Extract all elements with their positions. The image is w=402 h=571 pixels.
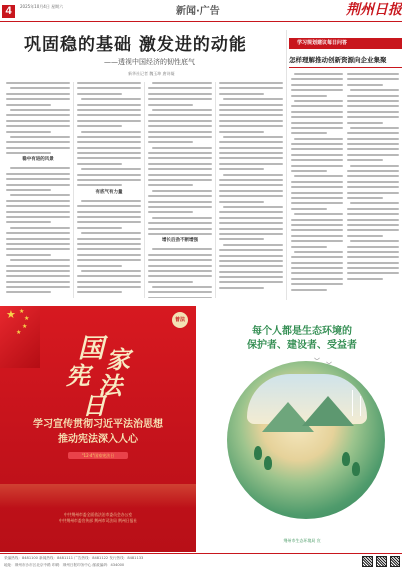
article-byline: 新华社记者 魏玉坤 唐诗凝 (128, 71, 175, 76)
star-icon: ★ (19, 308, 25, 315)
article-column-1 (6, 82, 70, 298)
column-divider (215, 82, 216, 298)
qr-code-icon[interactable] (376, 556, 387, 567)
wind-turbine-icon (352, 390, 353, 416)
mountain-graphic (302, 396, 354, 426)
column-divider (144, 82, 145, 298)
tree-icon (254, 446, 262, 460)
tree-icon (342, 452, 350, 466)
calligraphy-char: 家 (106, 345, 130, 374)
calligraphy-char: 国 (78, 334, 105, 364)
footer-address: 地址：荆州市沙市区北京中路 印刷：荆州日报印务中心 邮政编码：434000 (4, 563, 125, 567)
qr-code-icon[interactable] (362, 556, 373, 567)
eco-sponsor: 荆州市生态环境局 宣 (283, 538, 321, 543)
footer-hotlines: 采编热线：8481100 新闻热线：8481111 广告热线：8481122 发行热线：8481133 (4, 556, 144, 560)
calligraphy-char: 法 (98, 371, 122, 400)
article-subtitle: ——透视中国经济的韧性底气 (104, 58, 195, 66)
eco-title-line-1: 每个人都是生态环境的 (252, 326, 352, 337)
sidebar-column-2 (347, 73, 399, 299)
article-title: 巩固稳的基础 激发进的动能 (24, 35, 247, 55)
tree-icon (264, 456, 272, 470)
ad-sponsor-line-1: 中共荆州市委全面依法治市委员会办公室 (63, 512, 133, 517)
qr-code-icon[interactable] (390, 556, 400, 567)
star-icon: ★ (22, 323, 28, 330)
article-column-4 (219, 82, 283, 298)
sidebar-rule (289, 67, 402, 68)
header-rule (0, 21, 402, 22)
ecology-ad (202, 306, 402, 552)
pufa-seal: 普法 (172, 312, 188, 328)
star-icon: ★ (6, 308, 16, 321)
constitution-day-ad (0, 306, 196, 552)
great-wall-graphic (0, 484, 196, 508)
article-subhead: 有底气有力量 (95, 189, 123, 195)
article-subhead: 增长后劲不断增强 (162, 238, 198, 244)
eco-title-line-2: 保护者、建设者、受益者 (247, 340, 357, 351)
article-column-3 (148, 82, 212, 298)
article-column-2 (77, 82, 141, 298)
page-number: 4 (2, 5, 15, 18)
ad-slogan-line-1: 学习宣传贯彻习近平法治思想 (33, 419, 163, 430)
column-divider (73, 82, 74, 298)
calligraphy-char: 日 (82, 391, 106, 420)
ad-slogan-line-2: 推动宪法深入人心 (58, 434, 138, 445)
article-subhead: 稳中有进的风景 (22, 157, 54, 163)
star-icon: ★ (24, 315, 30, 322)
footer-rule (0, 553, 402, 554)
section-title: 新闻·广告 (176, 6, 220, 17)
issue-date: 2025年10月4日 星期六 (20, 4, 64, 9)
star-icon: ★ (16, 329, 22, 336)
wind-turbine-icon (360, 396, 361, 416)
newspaper-logo: 荆州日报 (346, 2, 402, 18)
sidebar-column-1 (291, 73, 343, 299)
ad-sponsor-line-2: 中共荆州市委宣传部 荆州市司法局 荆州日报社 (58, 518, 138, 523)
tree-icon (352, 462, 360, 476)
column-divider (286, 30, 287, 300)
constitution-day-banner: "12·4"国家宪法日 (68, 452, 128, 459)
calligraphy-char: 宪 (66, 361, 90, 390)
sidebar-headline: 怎样理解推动创新资源向企业集聚 (289, 56, 387, 64)
sidebar-banner: 学习规划建议每日问答 (289, 38, 402, 49)
